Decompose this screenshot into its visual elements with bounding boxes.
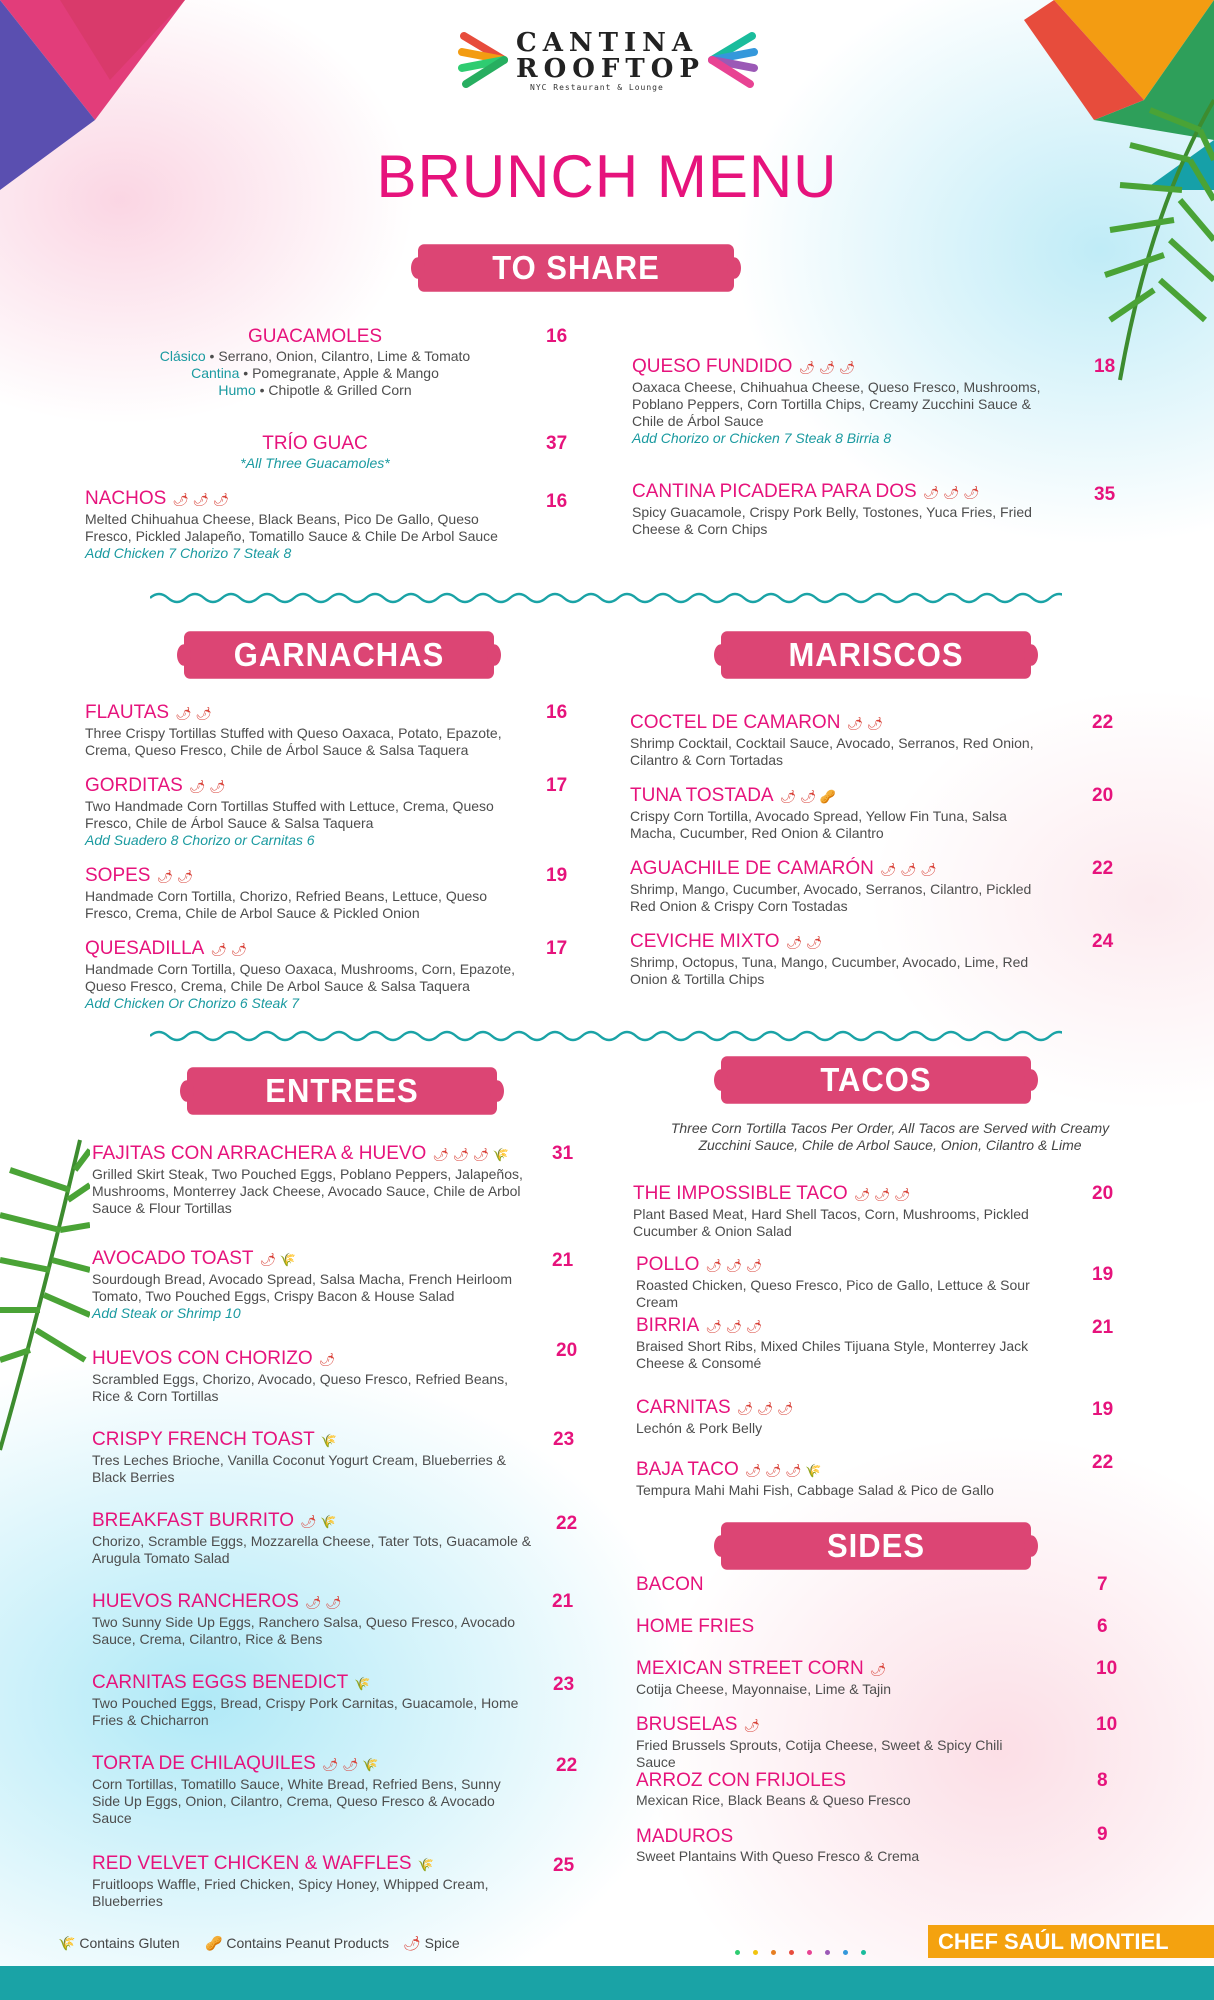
spice-icon: 🌶 🌶 🌶 [736,1401,794,1416]
menu-item-huevos-con-chorizo: HUEVOS CON CHORIZO 🌶 Scrambled Eggs, Chorizo, Avocado, Queso Fresco, Refried Beans, Rice & Corn Tortillas [92,1348,509,1404]
price: 16 [546,326,568,347]
menu-item-home-fries: HOME FRIES [636,1616,755,1637]
price: 20 [556,1340,578,1361]
price: 31 [552,1143,574,1164]
spice-icon: 🌶 🌶 [304,1595,342,1610]
price: 37 [546,433,568,454]
spice-icon: 🌶 🌶 🌶 [853,1187,911,1202]
menu-item-crispy-french-toast: CRISPY FRENCH TOAST 🌾 Tres Leches Brioche, Vanilla Coconut Yogurt Cream, Blueberries & Black Berries [92,1429,506,1485]
menu-item-arroz-con-frijoles: ARROZ CON FRIJOLES Mexican Rice, Black Beans & Queso Fresco [636,1770,911,1808]
price: 35 [1094,484,1116,505]
spice-gluten-icon: 🌶 🌶 🌶 🌾 [744,1463,822,1478]
menu-item-coctel-de-camaron: COCTEL DE CAMARON 🌶 🌶 Shrimp Cocktail, Cocktail Sauce, Avocado, Serranos, Red Onion, Cilantro & Corn Tortadas [630,712,1034,768]
menu-item-tuna-tostada: TUNA TOSTADA 🌶 🌶 🥜 Crispy Corn Tortilla, Avocado Spread, Yellow Fin Tuna, Salsa Macha, Cucumber, Red Onion & Cilantro [630,785,1007,841]
section-banner-sides: SIDES [721,1522,1031,1570]
price: 16 [546,491,568,512]
menu-item-impossible-taco: THE IMPOSSIBLE TACO 🌶 🌶 🌶 Plant Based Meat, Hard Shell Tacos, Corn, Mushrooms, Pickled Cucumber & Onion Salad [633,1183,1029,1239]
price: 21 [552,1250,574,1271]
spice-icon: 🌶 🌶 [188,779,226,794]
spice-icon: 🌶 🌶 [210,942,247,957]
decorative-dots [735,1940,879,1959]
gluten-icon: 🌾 [320,1433,337,1448]
price: 24 [1092,931,1114,952]
menu-item-trio-guac: TRÍO GUAC *All Three Guacamoles* [240,433,390,471]
spice-icon: 🌶 🌶 [175,706,212,721]
spice-icon: 🌶 🌶 🌶 [798,360,856,375]
menu-item-carnitas: CARNITAS 🌶 🌶 🌶 Lechón & Pork Belly [636,1397,794,1436]
price: 22 [556,1755,578,1776]
spice-gluten-icon: 🌶 🌶 🌾 [321,1757,379,1772]
menu-item-torta-de-chilaquiles: TORTA DE CHILAQUILES 🌶 🌶 🌾 Corn Tortillas, Tomatillo Sauce, White Bread, Refried Bens, Sunny Side Up Eggs, Onion, Cilantro, Crema, Queso Fresco & Avocado Sauce [92,1753,501,1826]
spice-gluten-icon: 🌶 🌶 🌶 🌾 [432,1147,509,1162]
footer-bar [0,1966,1214,2000]
spice-icon: 🌶 🌶 [846,716,884,731]
legend-peanut: 🥜 Contains Peanut Products [205,1935,389,1951]
menu-item-flautas: FLAUTAS 🌶 🌶 Three Crispy Tortillas Stuffed with Queso Oaxaca, Potato, Epazote, Crema, Queso Fresco, Chile de Árbol Sauce & Salsa Taquera [85,702,502,758]
spice-icon: 🌶 🌶 🌶 [705,1258,763,1273]
gluten-icon: 🌾 [417,1857,434,1872]
price: 8 [1097,1770,1108,1791]
price: 6 [1097,1616,1108,1637]
price: 19 [1092,1399,1114,1420]
section-banner-tacos: TACOS [721,1056,1031,1104]
price: 18 [1094,356,1116,377]
price: 22 [556,1513,578,1534]
price: 7 [1097,1574,1108,1595]
menu-item-birria: BIRRIA 🌶 🌶 🌶 Braised Short Ribs, Mixed Chiles Tijuana Style, Monterrey Jack Cheese & Consomé [636,1315,1029,1371]
palm-leaf-decoration [0,1130,90,1460]
menu-item-queso-fundido: QUESO FUNDIDO 🌶 🌶 🌶 Oaxaca Cheese, Chihuahua Cheese, Queso Fresco, Mushrooms, Poblano Peppers, Corn Tortilla Chips, Creamy Zucchini Sauce & Chile de Árbol Sauce Add Chorizo or Chicken 7 Steak 8 Birria 8 [632,356,1041,446]
gluten-icon: 🌾 [354,1676,371,1691]
price: 23 [553,1674,575,1695]
price: 23 [553,1429,575,1450]
menu-item-baja-taco: BAJA TACO 🌶 🌶 🌶 🌾 Tempura Mahi Mahi Fish, Cabbage Salad & Pico de Gallo [636,1459,994,1498]
section-banner-mariscos: MARISCOS [721,631,1031,679]
menu-item-ceviche-mixto: CEVICHE MIXTO 🌶 🌶 Shrimp, Octopus, Tuna, Mango, Cucumber, Avocado, Lime, Red Onion & Tortilla Chips [630,931,1029,987]
price: 19 [546,865,568,886]
menu-item-guacamoles: GUACAMOLES Clásico • Serrano, Onion, Cilantro, Lime & Tomato Cantina • Pomegranate, Apple & Mango Humo • Chipotle & Grilled Corn [159,326,471,398]
chef-credit: CHEF SAÚL MONTIEL [928,1925,1214,1958]
price: 21 [1092,1317,1114,1338]
menu-item-mexican-street-corn: MEXICAN STREET CORN 🌶 Cotija Cheese, Mayonnaise, Lime & Tajin [636,1658,891,1697]
spice-icon: 🌶 🌶 [785,935,823,950]
menu-item-sopes: SOPES 🌶 🌶 Handmade Corn Tortilla, Chorizo, Refried Beans, Lettuce, Queso Fresco, Crema, Chile de Arbol Sauce & Pickled Onion [85,865,488,921]
price: 20 [1092,1183,1114,1204]
spice-gluten-icon: 🌶 🌾 [300,1514,337,1529]
menu-item-cantina-picadera: CANTINA PICADERA PARA DOS 🌶 🌶 🌶 Spicy Guacamole, Crispy Pork Belly, Tostones, Yuca Fries, Fried Cheese & Corn Chips [632,481,1032,537]
menu-item-gorditas: GORDITAS 🌶 🌶 Two Handmade Corn Tortillas Stuffed with Lettuce, Crema, Queso Fresco, Chile de Árbol Sauce & Salsa Taquera Add Suadero 8 Chorizo or Carnitas 6 [85,775,494,848]
menu-item-maduros: MADUROS Sweet Plantains With Queso Fresco & Crema [636,1826,920,1864]
spice-gluten-icon: 🌶 🌾 [259,1252,296,1267]
brand-name: CANTINA ROOFTOP [516,28,705,84]
price: 22 [1092,1452,1114,1473]
spice-icon: 🌶 🌶 🌶 [172,492,230,507]
logo-rays-left-icon [458,30,508,90]
brand-logo [458,26,758,96]
menu-item-huevos-rancheros: HUEVOS RANCHEROS 🌶 🌶 Two Sunny Side Up Eggs, Ranchero Salsa, Queso Fresco, Avocado Sauce, Crema, Cilantro, Rice & Bens [92,1591,516,1647]
section-banner-garnachas: GARNACHAS [184,631,494,679]
spice-icon: 🌶 [743,1718,760,1733]
price: 19 [1092,1264,1114,1285]
tacos-note: Three Corn Tortilla Tacos Per Order, All Tacos are Served with Creamy Zucchini Sauce, Chile de Arbol Sauce, Onion, Cilantro & Lime [670,1120,1110,1153]
price: 20 [1092,785,1114,806]
spice-peanut-icon: 🌶 🌶 🥜 [779,789,837,804]
spice-icon: 🌶 🌶 🌶 [879,862,937,877]
price: 10 [1096,1714,1118,1735]
menu-item-quesadilla: QUESADILLA 🌶 🌶 Handmade Corn Tortilla, Queso Oaxaca, Mushrooms, Corn, Epazote, Queso Fresco, Crema, Chile De Arbol Sauce & Salsa Taquera Add Chicken Or Chorizo 6 Steak 7 [85,938,516,1011]
spice-icon: 🌶 [869,1662,887,1677]
legend-gluten: 🌾 Contains Gluten [58,1935,180,1951]
wave-divider [150,590,1062,606]
spice-icon: 🌶 [318,1352,336,1367]
peanut-icon: 🥜 [205,1935,223,1951]
price: 22 [1092,712,1114,733]
wave-divider [150,1028,1062,1044]
price: 10 [1096,1658,1118,1679]
spice-icon: 🌶 🌶 [156,869,194,884]
spice-icon: 🌶 [403,1935,421,1951]
page-title: BRUNCH MENU [376,143,838,210]
menu-item-aguachile: AGUACHILE DE CAMARÓN 🌶 🌶 🌶 Shrimp, Mango, Cucumber, Avocado, Serranos, Cilantro, Pickled Red Onion & Crispy Corn Tostadas [630,858,1032,914]
logo-rays-right-icon [708,30,758,90]
menu-item-carnitas-eggs-benedict: CARNITAS EGGS BENEDICT 🌾 Two Pouched Eggs, Bread, Crispy Pork Carnitas, Guacamole, Home Fries & Chicharron [92,1672,519,1728]
section-banner-to-share: TO SHARE [418,244,734,292]
brand-tagline: NYC Restaurant & Lounge [530,83,664,92]
menu-item-red-velvet-chicken-waffles: RED VELVET CHICKEN & WAFFLES 🌾 Fruitloops Waffle, Fried Chicken, Spicy Honey, Whipped Cream, Blueberries [92,1853,489,1909]
menu-item-bacon: BACON [636,1574,704,1595]
menu-item-fajitas: FAJITAS CON ARRACHERA & HUEVO 🌶 🌶 🌶 🌾 Grilled Skirt Steak, Two Pouched Eggs, Poblano Peppers, Jalapeños, Mushrooms, Monterrey Jack Cheese, Avocado Sauce, Chile de Arbol Sauce & Flour Tortillas [92,1143,523,1216]
menu-item-avocado-toast: AVOCADO TOAST 🌶 🌾 Sourdough Bread, Avocado Spread, Salsa Macha, French Heirloom Tomato, Two Pouched Eggs, Crispy Bacon & House Salad Add Steak or Shrimp 10 [92,1248,512,1321]
gluten-icon: 🌾 [58,1935,76,1951]
menu-item-bruselas: BRUSELAS 🌶 Fried Brussels Sprouts, Cotija Cheese, Sweet & Spicy Chili Sauce [636,1714,1003,1770]
price: 22 [1092,858,1114,879]
price: 17 [546,938,568,959]
menu-item-nachos: NACHOS 🌶 🌶 🌶 Melted Chihuahua Cheese, Black Beans, Pico De Gallo, Queso Fresco, Pickled Jalapeño, Tomatillo Sauce & Chile De Arbol Sauce Add Chicken 7 Chorizo 7 Steak 8 [85,488,498,561]
price: 21 [552,1591,574,1612]
price: 9 [1097,1824,1108,1845]
spice-icon: 🌶 🌶 🌶 [922,485,980,500]
palm-leaf-decoration [1090,90,1214,390]
spice-icon: 🌶 🌶 🌶 [705,1319,763,1334]
price: 16 [546,702,568,723]
price: 17 [546,775,568,796]
menu-item-breakfast-burrito: BREAKFAST BURRITO 🌶 🌾 Chorizo, Scramble Eggs, Mozzarella Cheese, Tater Tots, Guacamole & Arugula Tomato Salad [92,1510,532,1566]
menu-item-pollo: POLLO 🌶 🌶 🌶 Roasted Chicken, Queso Fresco, Pico de Gallo, Lettuce & Sour Cream [636,1254,1030,1310]
legend-spice: 🌶 Spice [403,1935,460,1951]
price: 25 [553,1855,575,1876]
section-banner-entrees: ENTREES [187,1067,497,1115]
